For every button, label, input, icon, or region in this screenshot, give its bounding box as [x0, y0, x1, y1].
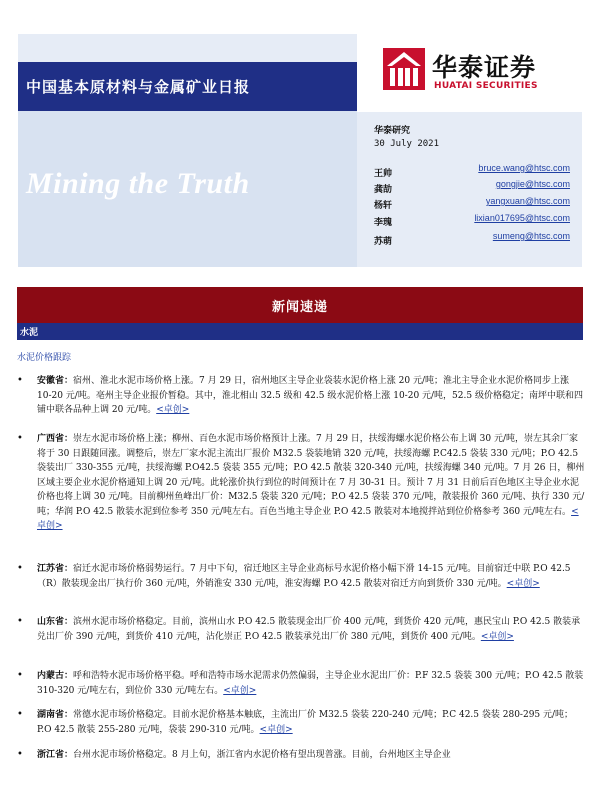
item-text: 呼和浩特水泥市场价格平稳。呼和浩特市场水泥需求仍然偏弱，主导企业水泥出厂价：P.F 32.5 袋装 300 元/吨；P.O 42.5 散装 310-320 元/吨左右，到位价 330 元/吨左右。	[37, 671, 584, 696]
bullet-icon: •	[17, 709, 23, 720]
bullet-icon: •	[17, 749, 23, 760]
source-link[interactable]: <卓创>	[259, 724, 293, 735]
item-region: 山东省：	[37, 617, 74, 627]
item-text: 常德水泥市场价格稳定。目前水泥价格基本触底，主流出厂价 M32.5 袋装 220-240 元/吨；P.C 42.5 袋装 280-295 元/吨；P.O 42.5 散装 255-280 元/吨，袋装 290-310 元/吨。	[37, 710, 574, 735]
item-region: 江苏省：	[37, 564, 74, 574]
bullet-icon: •	[17, 670, 23, 681]
source-link[interactable]: <卓创>	[37, 506, 579, 531]
source-link[interactable]: <卓创>	[156, 405, 190, 415]
item-region: 湖南省：	[37, 710, 74, 720]
list-item	[37, 669, 585, 698]
item-text: 滨州水泥市场价格稳定。目前，滨州山水 P.O 42.5 散装现金出厂价 400 元/吨，到货价 420 元/吨，惠民宝山 P.O 42.5 散装承兑出厂价 390 元/吨，到货价 410 元/吨，沾化崇正 P.O 42.5 散装承兑出厂价 380 元/吨，到货价 400 元/吨。	[37, 617, 581, 642]
analyst-name: 龚劼	[374, 185, 393, 195]
item-region: 内蒙古：	[37, 671, 74, 681]
section-bar	[17, 323, 583, 340]
item-text: 台州水泥市场价格稳定。8 月上旬，浙江省内水泥价格有望出现普涨。目前，台州地区主导企业	[73, 750, 451, 760]
list-item	[37, 562, 585, 591]
item-region: 广西省：	[37, 434, 74, 444]
source-link[interactable]: <卓创>	[480, 631, 514, 642]
analyst-email[interactable]: sumeng@htsc.com	[492, 231, 570, 241]
analyst-email[interactable]: bruce.wang@htsc.com	[478, 163, 570, 173]
analyst-email[interactable]: gongjie@htsc.com	[495, 179, 570, 189]
list-item	[37, 615, 585, 644]
item-region: 浙江省：	[37, 750, 74, 760]
report-date: 30 July 2021	[374, 139, 440, 149]
source-link[interactable]: <卓创>	[506, 578, 540, 589]
list-item	[37, 374, 585, 418]
research-label: 华泰研究	[374, 126, 411, 136]
list-item	[37, 708, 585, 737]
news-title: 新闻速递	[271, 300, 328, 315]
item-text: 崇左水泥市场价格上涨；柳州、百色水泥市场价格预计上涨。7 月 29 日，扶绥海螺水泥价格公布上调 30 元/吨，崇左其余厂家将于 30 日跟随回涨。调整后，崇左厂家水泥主流出厂报价 M32.5 袋装地销 320 元/吨，扶绥海螺 P.C42.5 袋装 330 元/吨；P.O 42.5 袋装出厂 330-355 元/吨，扶绥海螺 P.O42.5 袋装 355 元/吨；P.O 42.5 散装 320-340 元/吨，扶绥海螺 340 元/吨。7 月 26 日，柳州区域主要企业水泥价格通知上调 20 元/吨。此轮涨价执行到位的时间预计在 7 月 30-31 日。预计 7 月 31 日前后百色地区主导企业水泥价格也将上调 30 元/吨。目前柳州鱼峰出厂价：M32.5 袋装 320 元/吨；P.O 42.5 袋装 370 元/吨，散装报价 360 元/吨、执行 330 元/吨；华润 P.O 42.5 散装水泥到位参考 350 元/吨左右。百色当地主导企业 P.O 42.5 散装对本地搅拌站到位价格参考 360 元/吨左右。	[37, 434, 585, 517]
logo-text-en: HUATAI SECURITIES	[434, 81, 538, 91]
item-region: 安徽省：	[37, 376, 74, 386]
logo-text-cn: 华泰证券	[432, 53, 537, 82]
main-title: Mining the Truth	[26, 167, 250, 200]
news-header-bar	[17, 287, 583, 323]
analyst-name: 李瑰	[374, 218, 393, 228]
bullet-icon: •	[17, 433, 23, 444]
bullet-icon: •	[17, 616, 23, 627]
analyst-name: 杨轩	[374, 201, 393, 211]
analyst-email[interactable]: lixian017695@htsc.com	[474, 213, 570, 223]
list-item	[37, 748, 585, 763]
section-label: 水泥	[20, 328, 39, 338]
bullet-icon: •	[17, 563, 23, 574]
bullet-icon: •	[17, 375, 23, 386]
analyst-name: 苏萌	[374, 237, 393, 247]
subsection-heading: 水泥价格跟踪	[17, 353, 72, 363]
list-item	[37, 432, 585, 534]
source-link[interactable]: <卓创>	[223, 685, 257, 696]
analyst-email[interactable]: yangxuan@htsc.com	[485, 196, 570, 206]
analyst-name: 王帅	[374, 169, 393, 179]
header-top-strip	[18, 34, 357, 62]
item-text: 宿州、淮北水泥市场价格上涨。7 月 29 日，宿州地区主导企业袋装水泥价格上涨 20 元/吨；淮北主导企业水泥价格同步上涨 10-20 元/吨。亳州主导企业报价暂稳。其中，淮北相山 32.5 级和 42.5 级水泥价格上涨 10-20 元/吨，52.5 级价格稳定；南坪中联和四铺中联各品种上调 20 元/吨。	[37, 376, 583, 415]
huatai-logo-icon	[383, 48, 425, 90]
report-title: 中国基本原材料与金属矿业日报	[26, 78, 251, 96]
item-text: 宿迁水泥市场价格弱势运行。7 月中下旬，宿迁地区主导企业高标号水泥价格小幅下滑 14-15 元/吨。目前宿迁中联 P.O 42.5（R）散装现金出厂执行价 360 元/吨，外销淮安 330 元/吨，淮安海螺 P.O 42.5 散装对宿迁方向到货价 330 元/吨。	[37, 564, 571, 589]
